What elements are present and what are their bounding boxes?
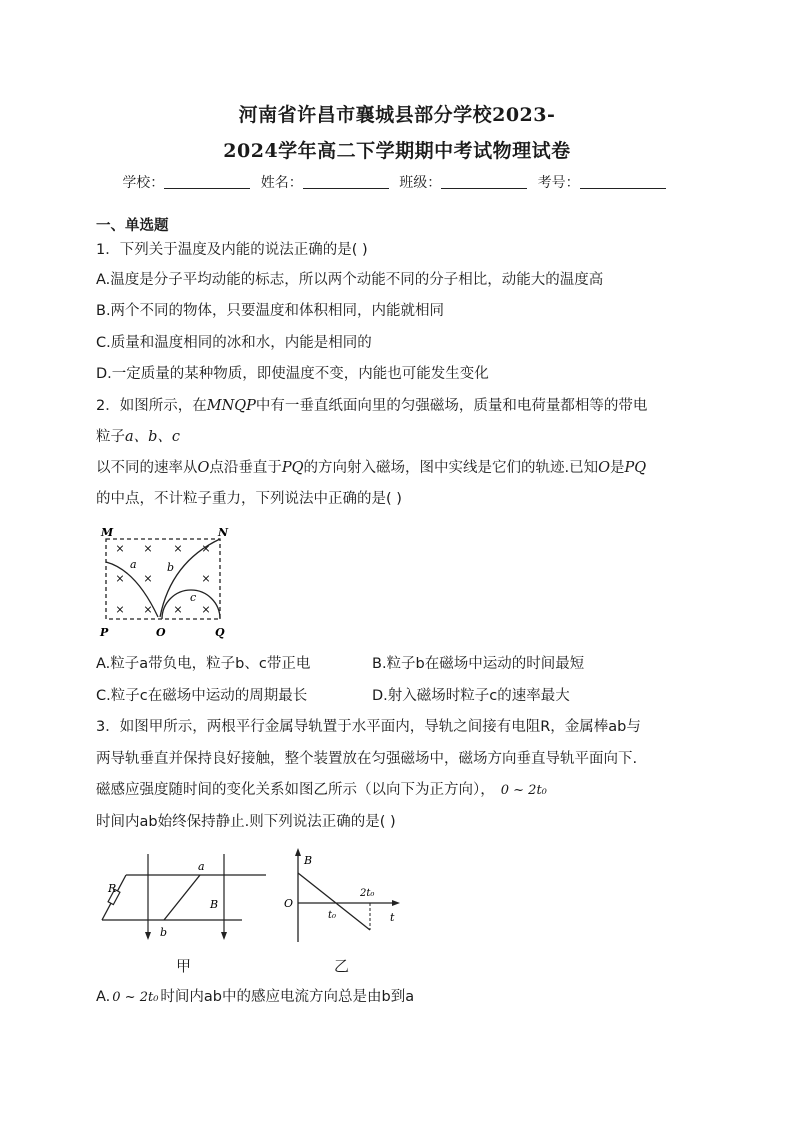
label-t0: t₀ <box>328 910 337 921</box>
label-b-axis: B <box>304 854 313 867</box>
field-arrow-2 <box>221 932 227 940</box>
q2-option-c: C.粒子c在磁场中运动的周期最长 <box>96 688 308 704</box>
q1-option-a: A.温度是分子平均动能的标志，所以两个动能不同的分子相比，动能大的温度高 <box>96 272 604 288</box>
q3-option-a-text: 时间内ab中的感应电流方向总是由b到a <box>160 989 415 1005</box>
q2-var-pq: PQ <box>624 460 647 476</box>
label-origin: O <box>284 897 294 910</box>
q2-var-pq: PQ <box>281 460 304 476</box>
label-a: a <box>198 860 205 873</box>
q3-option-a-prefix: A. <box>96 989 111 1005</box>
q2-var-abc: a、b、c <box>125 429 181 445</box>
field-cross: × <box>143 542 153 555</box>
rod-ab <box>164 875 200 920</box>
label-2t0: 2t₀ <box>360 888 375 899</box>
q3-figure-jia <box>96 848 272 946</box>
label-b: b <box>167 561 175 574</box>
field-cross: × <box>201 603 211 616</box>
q2-text: 以不同的速率从 <box>96 460 198 476</box>
q3-figure-yi <box>280 846 404 946</box>
q3-line-1: 3．如图甲所示，两根平行金属导轨置于水平面内，导轨之间接有电阻R，金属棒ab与 <box>96 719 641 735</box>
q1-option-d: D.一定质量的某种物质，即使温度不变，内能也可能发生变化 <box>96 366 489 382</box>
q3-line-4: 时间内ab始终保持静止.则下列说法正确的是( ) <box>96 814 396 830</box>
q2-text: 点沿垂直于 <box>209 460 282 476</box>
q2-text: 是 <box>610 460 625 476</box>
caption-yi: 乙 <box>334 957 350 975</box>
label-b-field: B <box>210 898 219 911</box>
field-cross: × <box>143 603 153 616</box>
field-cross: × <box>173 542 183 555</box>
field-cross: × <box>173 603 183 616</box>
q2-text: 的方向射入磁场，图中实线是它们的轨迹.已知 <box>303 460 599 476</box>
q3-line-3 <box>96 780 547 801</box>
y-axis-arrow <box>295 848 301 856</box>
q3-text: 磁感应强度随时间的变化关系如图乙所示（以向下为正方向）， <box>96 782 495 798</box>
field-cross: × <box>115 572 125 585</box>
q2-option-a: A.粒子a带负电，粒子b、c带正电 <box>96 656 311 672</box>
school-label: 学校： <box>122 175 165 191</box>
section-heading: 一、单选题 <box>96 218 169 234</box>
exam-number-blank[interactable] <box>580 174 666 189</box>
field-cross: × <box>143 572 153 585</box>
q2-text: 2．如图所示，在 <box>96 398 207 414</box>
track-b <box>160 539 220 617</box>
q2-line-3 <box>96 458 646 478</box>
q2-line-4: 的中点，不计粒子重力，下列说法中正确的是( ) <box>96 491 402 507</box>
title-line-2: 2024学年高二下学期期中考试物理试卷 <box>223 140 571 162</box>
school-blank[interactable] <box>164 174 250 189</box>
q1-option-b: B.两个不同的物体，只要温度和体积相同，内能就相同 <box>96 303 445 319</box>
q3-option-a <box>96 987 414 1008</box>
label-b: b <box>160 926 168 939</box>
title-line-1: 河南省许昌市襄城县部分学校2023- <box>238 104 556 126</box>
q2-text: 中有一垂直纸面向里的匀强磁场，质量和电荷量都相等的带电 <box>255 398 648 414</box>
x-axis-arrow <box>392 900 400 906</box>
q1-stem: 1．下列关于温度及内能的说法正确的是( ) <box>96 242 368 258</box>
q3-option-a-range: 0 ~ 2t₀ <box>112 990 159 1005</box>
q2-option-d: D.射入磁场时粒子c的速率最大 <box>372 688 570 704</box>
q2-var-mnqp: MNQP <box>206 398 256 414</box>
caption-jia: 甲 <box>176 957 192 975</box>
class-label: 班级： <box>399 175 442 191</box>
label-p: P <box>100 626 109 639</box>
name-blank[interactable] <box>303 174 389 189</box>
label-a: a <box>130 558 137 571</box>
label-o: O <box>156 626 166 639</box>
label-n: N <box>218 526 229 539</box>
field-cross: × <box>201 542 211 555</box>
q1-option-c: C.质量和温度相同的冰和水，内能是相同的 <box>96 335 372 351</box>
q2-magnetic-field-figure <box>96 522 236 644</box>
b-t-graph-line <box>298 873 370 930</box>
q3-line-2: 两导轨垂直并保持良好接触，整个装置放在匀强磁场中，磁场方向垂直导轨平面向下. <box>96 751 638 767</box>
label-q: Q <box>215 626 225 639</box>
field-cross: × <box>115 542 125 555</box>
q2-var-o: O <box>598 460 611 476</box>
q2-line-2 <box>96 427 180 447</box>
name-label: 姓名： <box>260 175 303 191</box>
q2-option-b: B.粒子b在磁场中运动的时间最短 <box>372 656 585 672</box>
label-m: M <box>101 526 114 539</box>
student-info-row <box>0 172 794 192</box>
q2-var-o: O <box>197 460 210 476</box>
field-arrow-1 <box>145 932 151 940</box>
label-t-axis: t <box>390 911 395 924</box>
field-cross: × <box>115 603 125 616</box>
q3-time-range: 0 ~ 2t₀ <box>500 783 547 798</box>
q2-line-1 <box>96 396 647 416</box>
class-blank[interactable] <box>441 174 527 189</box>
label-r: R <box>108 882 117 895</box>
label-c: c <box>190 591 197 604</box>
q2-text: 粒子 <box>96 429 125 445</box>
field-cross: × <box>201 572 211 585</box>
exam-number-label: 考号： <box>537 175 580 191</box>
